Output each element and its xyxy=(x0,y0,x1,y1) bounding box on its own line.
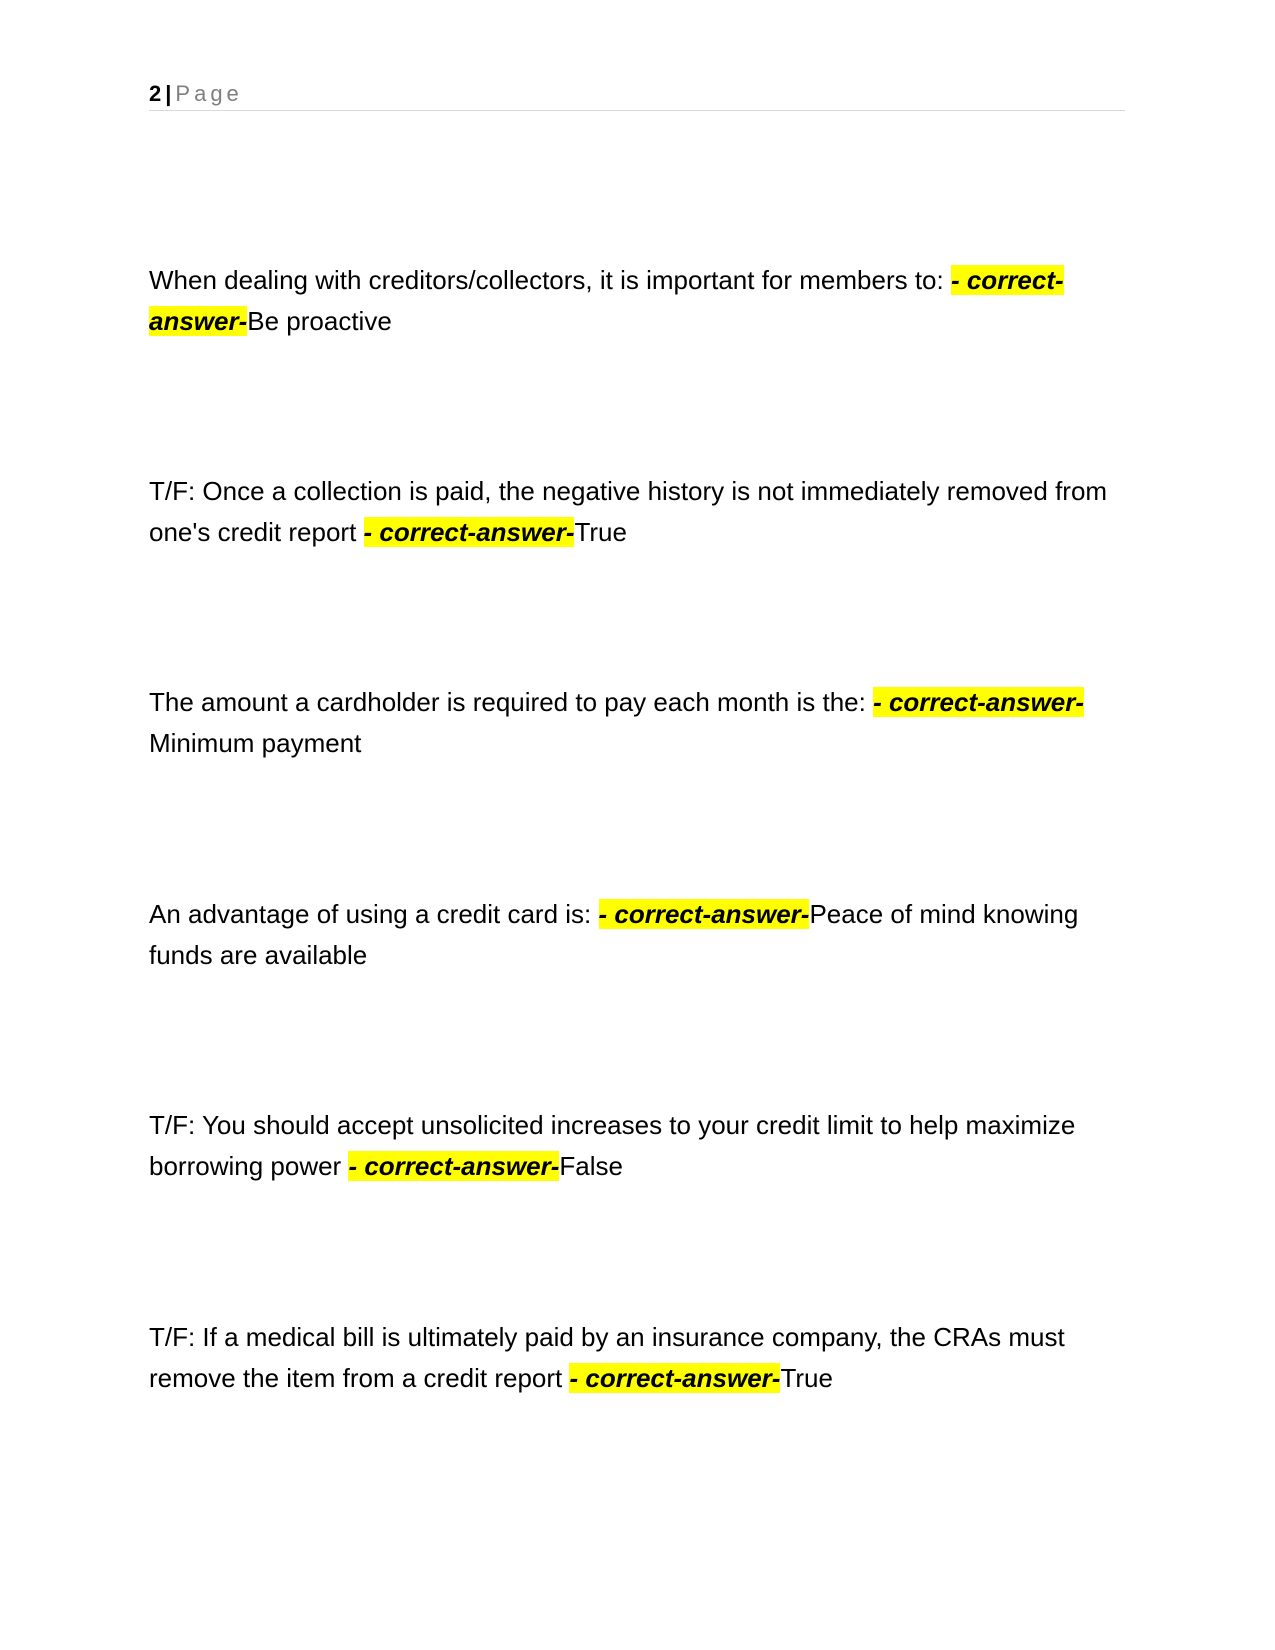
correct-answer-marker: - correct-answer- xyxy=(363,517,575,547)
qa-item xyxy=(149,682,1109,764)
question-text: T/F: Once a collection is paid, the negative history is not immediately removed from one's credit report xyxy=(149,476,1108,547)
correct-answer-marker: - correct-answer- xyxy=(598,899,810,929)
answer-text: True xyxy=(574,517,627,547)
answer-text: True xyxy=(780,1363,833,1393)
page-separator: | xyxy=(165,81,172,106)
question-text: T/F: You should accept unsolicited increases to your credit limit to help maximize borrowing power xyxy=(149,1110,1076,1181)
answer-text: Peace of mind knowing funds are available xyxy=(149,899,1079,970)
page-header xyxy=(149,78,1125,111)
question-text: The amount a cardholder is required to pay each month is the: xyxy=(149,687,874,717)
page-label: Page xyxy=(175,81,243,106)
qa-item xyxy=(149,260,1109,342)
page-number: 2 xyxy=(149,81,162,106)
qa-item xyxy=(149,894,1109,976)
correct-answer-marker: - correct-answer- xyxy=(348,1151,560,1181)
question-text: T/F: If a medical bill is ultimately paid by an insurance company, the CRAs must remove the item from a credit report xyxy=(149,1322,1065,1393)
answer-text: Be proactive xyxy=(247,306,392,336)
correct-answer-marker: - correct-answer- xyxy=(569,1363,781,1393)
correct-answer-marker: - correct-answer- xyxy=(873,687,1085,717)
qa-item xyxy=(149,1317,1109,1399)
qa-item xyxy=(149,471,1109,553)
correct-answer-marker: - correct-answer- xyxy=(149,265,1064,336)
qa-item xyxy=(149,1105,1109,1187)
answer-text: False xyxy=(559,1151,623,1181)
question-text: An advantage of using a credit card is: xyxy=(149,899,599,929)
question-text: When dealing with creditors/collectors, it is important for members to: xyxy=(149,265,951,295)
answer-text: Minimum payment xyxy=(149,728,362,758)
